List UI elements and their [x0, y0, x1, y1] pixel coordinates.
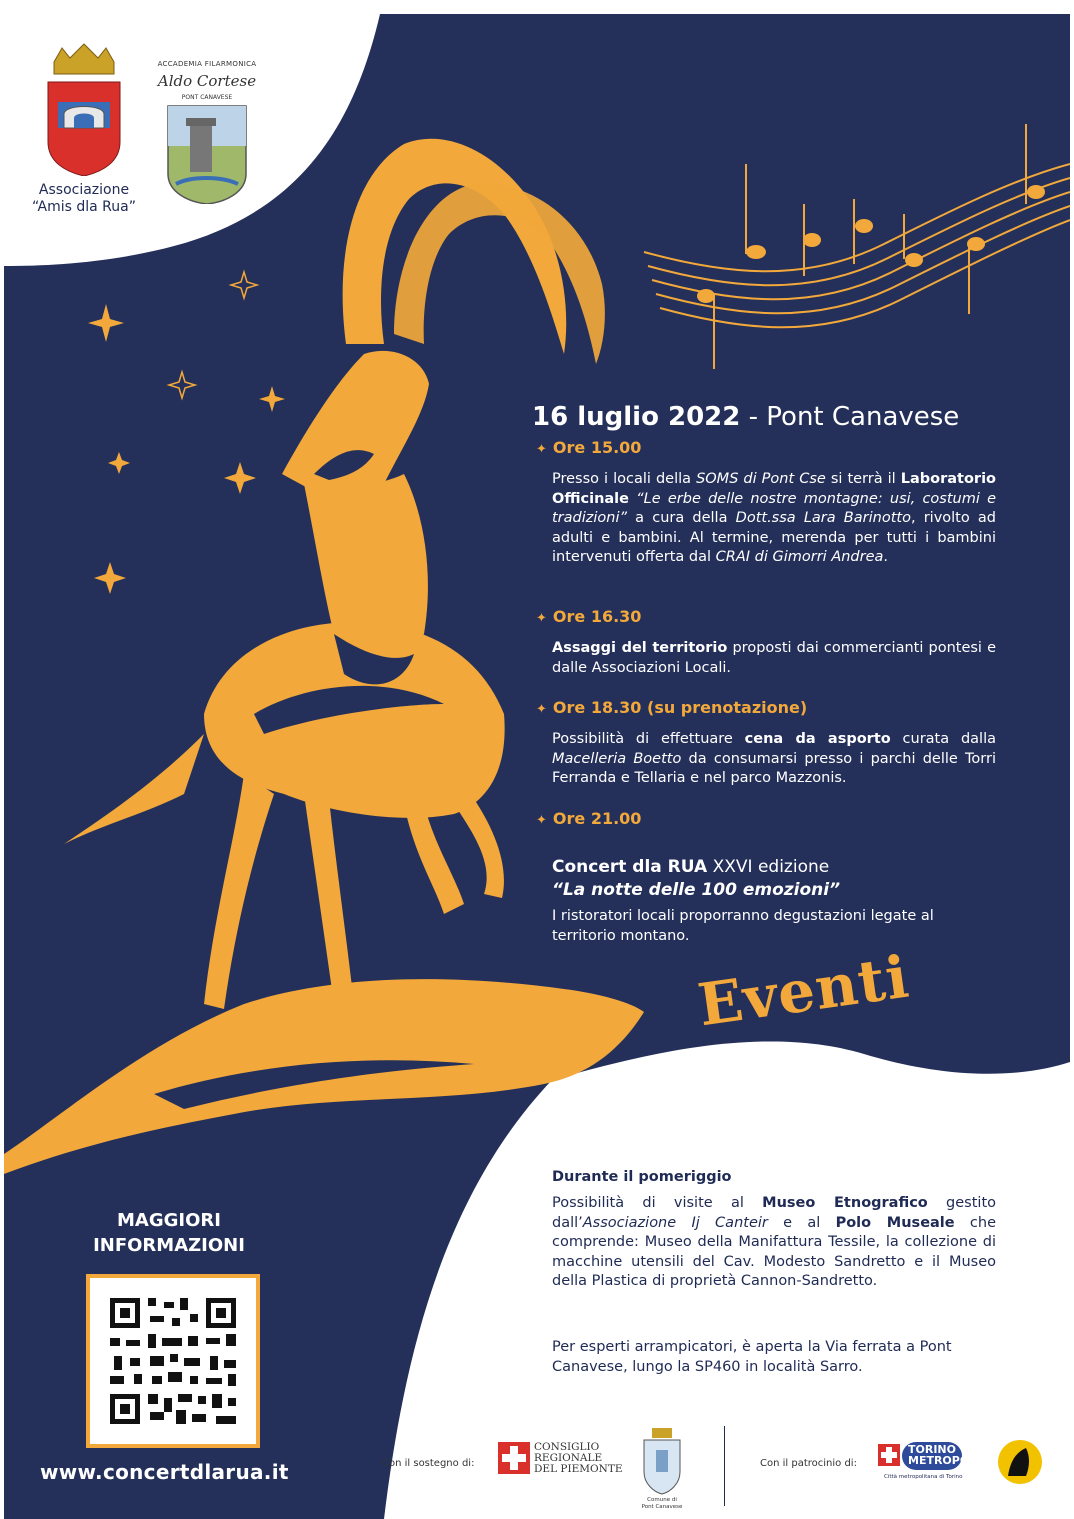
website-link[interactable]: www.concertdlarua.it: [40, 1460, 289, 1484]
more-info-heading: MAGGIORI INFORMAZIONI: [93, 1210, 245, 1256]
association-label: Associazione “Amis dla Rua”: [32, 182, 136, 215]
regione-piemonte-icon: [498, 1442, 530, 1474]
poster-background: [4, 14, 1070, 1519]
parco-gran-paradiso-icon: [994, 1432, 1046, 1488]
afternoon-text: Possibilità di visite al Museo Etnografico gestito dall’Associazione Ij Canteir e al Polo Museale che comprende: Museo della Manifattura Tessile, la collezione di macchine utensili del Cav. Modesto Sandretto e il Museo della Plastica di proprietà Cannon-Sandretto.: [552, 1195, 997, 1289]
stars-decoration: [88, 304, 285, 594]
block-2100-text: I ristoratori locali proporranno degustazioni legate al territorio montano.: [552, 908, 934, 944]
accademia-name: Aldo Cortese: [157, 72, 257, 90]
block-1630-text: Assaggi del territorio proposti dai commercianti pontesi e dalle Associazioni Locali.: [552, 640, 996, 676]
block-1830-text: Possibilità di effettuare cena da asporto curata dalla Macelleria Boetto da consumarsi presso i parchi delle Torri Ferranda e Tellaria e nel parco Mazzonis.: [552, 731, 997, 786]
outline-stars-decoration: [169, 272, 257, 398]
afternoon-title: Durante il pomeriggio: [552, 1169, 732, 1185]
event-date-place: 16 luglio 2022 - Pont Canavese: [532, 402, 960, 432]
patrocinio-label: Con il patrocinio di:: [760, 1458, 857, 1469]
qr-code-icon: [90, 1278, 256, 1444]
association-crest-icon: [44, 42, 124, 176]
torino-label: TORINO METROPOLI: [908, 1443, 981, 1467]
accademia-top-label: ACCADEMIA FILARMONICA: [157, 60, 257, 68]
accademia-crest-icon: [166, 104, 248, 204]
comune-label: Comune di Pont Canavese: [641, 1497, 683, 1510]
ibex-illustration: [4, 139, 644, 1174]
time-1830: ✦ Ore 18.30 (su prenotazione): [536, 698, 808, 717]
concert-title: Concert dla RUA XXVI edizione “La notte delle 100 emozioni”: [552, 857, 841, 900]
music-staff-icon: [644, 124, 1070, 369]
sostegno-label: Con il sostegno di:: [382, 1458, 475, 1469]
qr-code[interactable]: [86, 1274, 260, 1448]
regione-label: CONSIGLIO REGIONALE DEL PIEMONTE: [534, 1441, 623, 1475]
footer-divider: [724, 1426, 725, 1506]
time-1500: ✦ Ore 15.00: [536, 438, 642, 457]
time-1630: ✦ Ore 16.30: [536, 607, 642, 626]
eventi-heading: Eventi: [694, 942, 914, 1040]
time-2100: ✦ Ore 21.00: [536, 809, 642, 828]
block-1500-text: Presso i locali della SOMS di Pont Cse si terrà il Laboratorio Officinale “Le erbe delle nostre montagne: usi, costumi e tradizioni” a cura della Dott.ssa Lara Barinotto, rivolto ad adulti e bambini. Al termine, merenda per tutti i bambini intervenuti offerta dal CRAI di Gimorri Andrea.: [552, 471, 997, 565]
accademia-sub-label: PONT CANAVESE: [181, 94, 233, 101]
torino-sublabel: Città metropolitana di Torino: [884, 1474, 963, 1480]
via-ferrata-text: Per esperti arrampicatori, è aperta la Via ferrata a Pont Canavese, lungo la SP460 in località Sarro.: [552, 1339, 952, 1375]
comune-crest-icon: [640, 1426, 684, 1496]
